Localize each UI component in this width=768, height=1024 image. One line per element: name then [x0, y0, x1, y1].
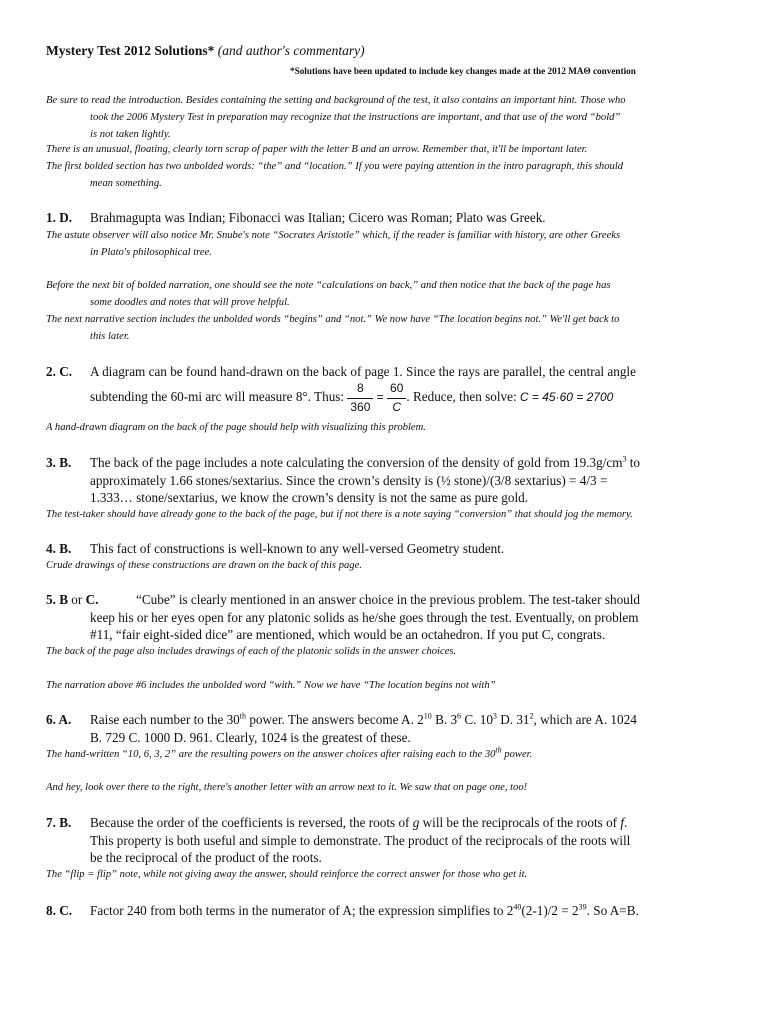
solution-text-line3: #11, “fair eight-sided dice” are mentioned, which would be an octahedron. If you put C, congrats. — [90, 627, 606, 643]
intro-paragraph-3 — [46, 158, 736, 192]
intro-p3-line2: mean something. — [90, 178, 162, 189]
solution-text-line1 — [90, 711, 736, 729]
text-part: will be the reciprocals of the roots of — [419, 815, 621, 830]
superscript: 3 — [622, 454, 627, 464]
intro-p1-line2: took the 2006 Mystery Test in preparation may recognize that the instructions are important, and that use of the word “bold” — [90, 112, 621, 123]
variable-f: f — [620, 815, 625, 830]
solution-3 — [46, 454, 736, 507]
text-part: B. 3 — [431, 712, 458, 727]
solution-text-line3: 1.333… stone/sextarius, we know the crown’s density is not the same as pure gold. — [90, 490, 529, 506]
comment-line: this later. — [90, 331, 130, 342]
text-part: power. The answers become A. 2 — [246, 712, 424, 727]
solution-1-comment-3 — [46, 311, 736, 345]
superscript: 2 — [529, 711, 534, 721]
superscript: 10 — [423, 711, 432, 721]
solution-text-line1 — [90, 814, 736, 832]
solution-text-line2: subtending the 60-mi arc will measure 8°. Thus: — [90, 389, 345, 405]
solution-number: 2. C. — [46, 364, 73, 379]
intro-paragraph-2: There is an unusual, floating, clearly torn scrap of paper with the letter B and an arrow. Remember that, it'll be important later. — [46, 144, 588, 155]
comment-line: The next narrative section includes the unbolded words “begins” and “not.” We now have “The location begins not.” We'll get back to — [46, 314, 620, 325]
superscript: 40 — [513, 902, 522, 912]
solution-1 — [46, 209, 736, 227]
fraction-denominator: C — [392, 399, 402, 414]
solution-number: 1. D. — [46, 210, 73, 225]
answer-b: 5. B — [46, 592, 68, 607]
solution-1-comment-1 — [46, 227, 736, 261]
text-part: Raise each number to the 30 — [90, 712, 240, 727]
text-part: Factor 240 from both terms in the numerator of A; the expression simplifies to 2 — [90, 903, 514, 918]
solution-text-line2b: . Reduce, then solve: — [406, 389, 517, 405]
solution-3-comment: The test-taker should have already gone to the back of the page, but if not there is a note saying “conversion” that should jog the memory. — [46, 509, 633, 520]
solution-4-comment: Crude drawings of these constructions are drawn on the back of this page. — [46, 560, 362, 571]
solution-4 — [46, 540, 736, 558]
text-part: Because the order of the coefficients is reversed, the roots of — [90, 815, 413, 830]
comment-line: in Plato's philosophical tree. — [90, 247, 212, 258]
solution-1-comment-2 — [46, 277, 736, 311]
variable-g: g — [412, 815, 420, 830]
comment-line: some doodles and notes that will prove helpful. — [90, 297, 290, 308]
solution-6-comment-2: And hey, look over there to the right, there's another letter with an arrow next to it. We saw that on page one, too! — [46, 782, 528, 793]
solution-6 — [46, 711, 736, 746]
text-part: The back of the page includes a note calculating the conversion of the density of gold from 19.3g/cm — [90, 455, 623, 470]
solution-text: Brahmagupta was Indian; Fibonacci was Italian; Cicero was Roman; Plato was Greek. — [90, 210, 546, 225]
solution-number: 8. C. — [46, 903, 73, 918]
solution-7 — [46, 814, 736, 867]
text-part: . — [624, 815, 628, 830]
text-part: . So A=B. — [586, 903, 639, 918]
solution-5 — [46, 591, 736, 644]
solution-6-comment-1 — [46, 746, 736, 763]
solution-text-line1: “Cube” is clearly mentioned in an answer choice in the previous problem. The test-taker should — [136, 592, 641, 607]
solution-number — [46, 591, 98, 609]
solution-equation: C = 45·60 = 2700 — [519, 390, 614, 405]
solution-5-comment-1: The back of the page also includes drawings of each of the platonic solids in the answer choices. — [46, 646, 457, 657]
solution-text-line2: keep his or her eyes open for any platonic solids as he/she goes through the test. Eventually, on problem — [90, 609, 639, 625]
solution-5-comment-2: The narration above #6 includes the unbolded word “with.” Now we have “The location begins not with” — [46, 680, 496, 691]
fraction-60-over-c — [387, 380, 406, 416]
intro-p1-line3: is not taken lightly. — [90, 129, 171, 140]
fraction-8-over-360 — [347, 380, 373, 416]
solution-text-line1: A diagram can be found hand-drawn on the back of page 1. Since the rays are parallel, the central angle — [90, 364, 636, 379]
text-part: power. — [501, 749, 533, 760]
intro-p1-line1: Be sure to read the introduction. Besides containing the setting and background of the test, it also contains an important hint. Those who — [46, 95, 626, 106]
solution-text-line2: This property is both useful and simple to demonstrate. The product of the reciprocals of the roots will — [90, 832, 631, 848]
intro-paragraph-1 — [46, 92, 736, 143]
solution-2-line2 — [46, 380, 736, 416]
comment-line: Before the next bit of bolded narration, one should see the note “calculations on back,” and then notice that the back of the page has — [46, 280, 611, 291]
comment-line: The astute observer will also notice Mr. Snube's note “Socrates Aristotle” which, if the reader is familiar with history, are other Greeks — [46, 230, 621, 241]
answer-or: or — [67, 592, 86, 607]
solution-text: This fact of constructions is well-known to any well-versed Geometry student. — [90, 541, 505, 556]
answer-c: C. — [85, 592, 99, 607]
text-part: , which are A. 1024 — [533, 712, 637, 727]
solution-text — [90, 902, 736, 920]
page-title — [46, 43, 365, 59]
update-note: *Solutions have been updated to include key changes made at the 2012 MAΘ convention — [290, 66, 636, 76]
text-part: The hand-written “10, 6, 3, 2” are the resulting powers on the answer choices after raising each to the 30 — [46, 749, 496, 760]
superscript: 39 — [578, 902, 587, 912]
fraction-numerator: 60 — [387, 380, 406, 399]
title-text: Mystery Test 2012 Solutions* — [46, 43, 215, 58]
solution-text-line1 — [90, 454, 736, 472]
solution-text-line3: be the reciprocal of the product of the roots. — [90, 850, 322, 866]
solution-number: 4. B. — [46, 541, 72, 556]
superscript: th — [239, 711, 247, 721]
equals-sign: = — [376, 390, 384, 405]
solution-text-line2: approximately 1.66 stones/sextarius. Since the crown’s density is (½ stone)/(3/8 sextarius) = 4/3 = — [90, 472, 608, 488]
solution-number: 3. B. — [46, 455, 72, 470]
solution-2-comment: A hand-drawn diagram on the back of the page should help with visualizing this problem. — [46, 422, 426, 433]
text-part: C. 10 — [461, 712, 493, 727]
solution-2 — [46, 363, 736, 381]
solution-text-line2: B. 729 C. 1000 D. 961. Clearly, 1024 is the greatest of these. — [90, 729, 411, 745]
title-subtitle: (and author's commentary) — [217, 43, 365, 58]
solution-8 — [46, 902, 736, 920]
text-part: (2-1)/2 = 2 — [521, 903, 579, 918]
fraction-numerator: 8 — [347, 380, 373, 399]
solution-7-comment: The “flip = flip” note, while not giving away the answer, should reinforce the correct answer for those who get it. — [46, 869, 528, 880]
superscript: 3 — [492, 711, 497, 721]
fraction-denominator: 360 — [350, 399, 371, 414]
text-part: to — [626, 455, 641, 470]
superscript: th — [495, 745, 502, 755]
solution-number: 6. A. — [46, 712, 72, 727]
intro-p3-line1: The first bolded section has two unbolded words: “the” and “location.” If you were paying attention in the intro paragraph, this should — [46, 161, 624, 172]
text-part: D. 31 — [496, 712, 530, 727]
superscript: 6 — [457, 711, 462, 721]
solution-number: 7. B. — [46, 815, 72, 830]
